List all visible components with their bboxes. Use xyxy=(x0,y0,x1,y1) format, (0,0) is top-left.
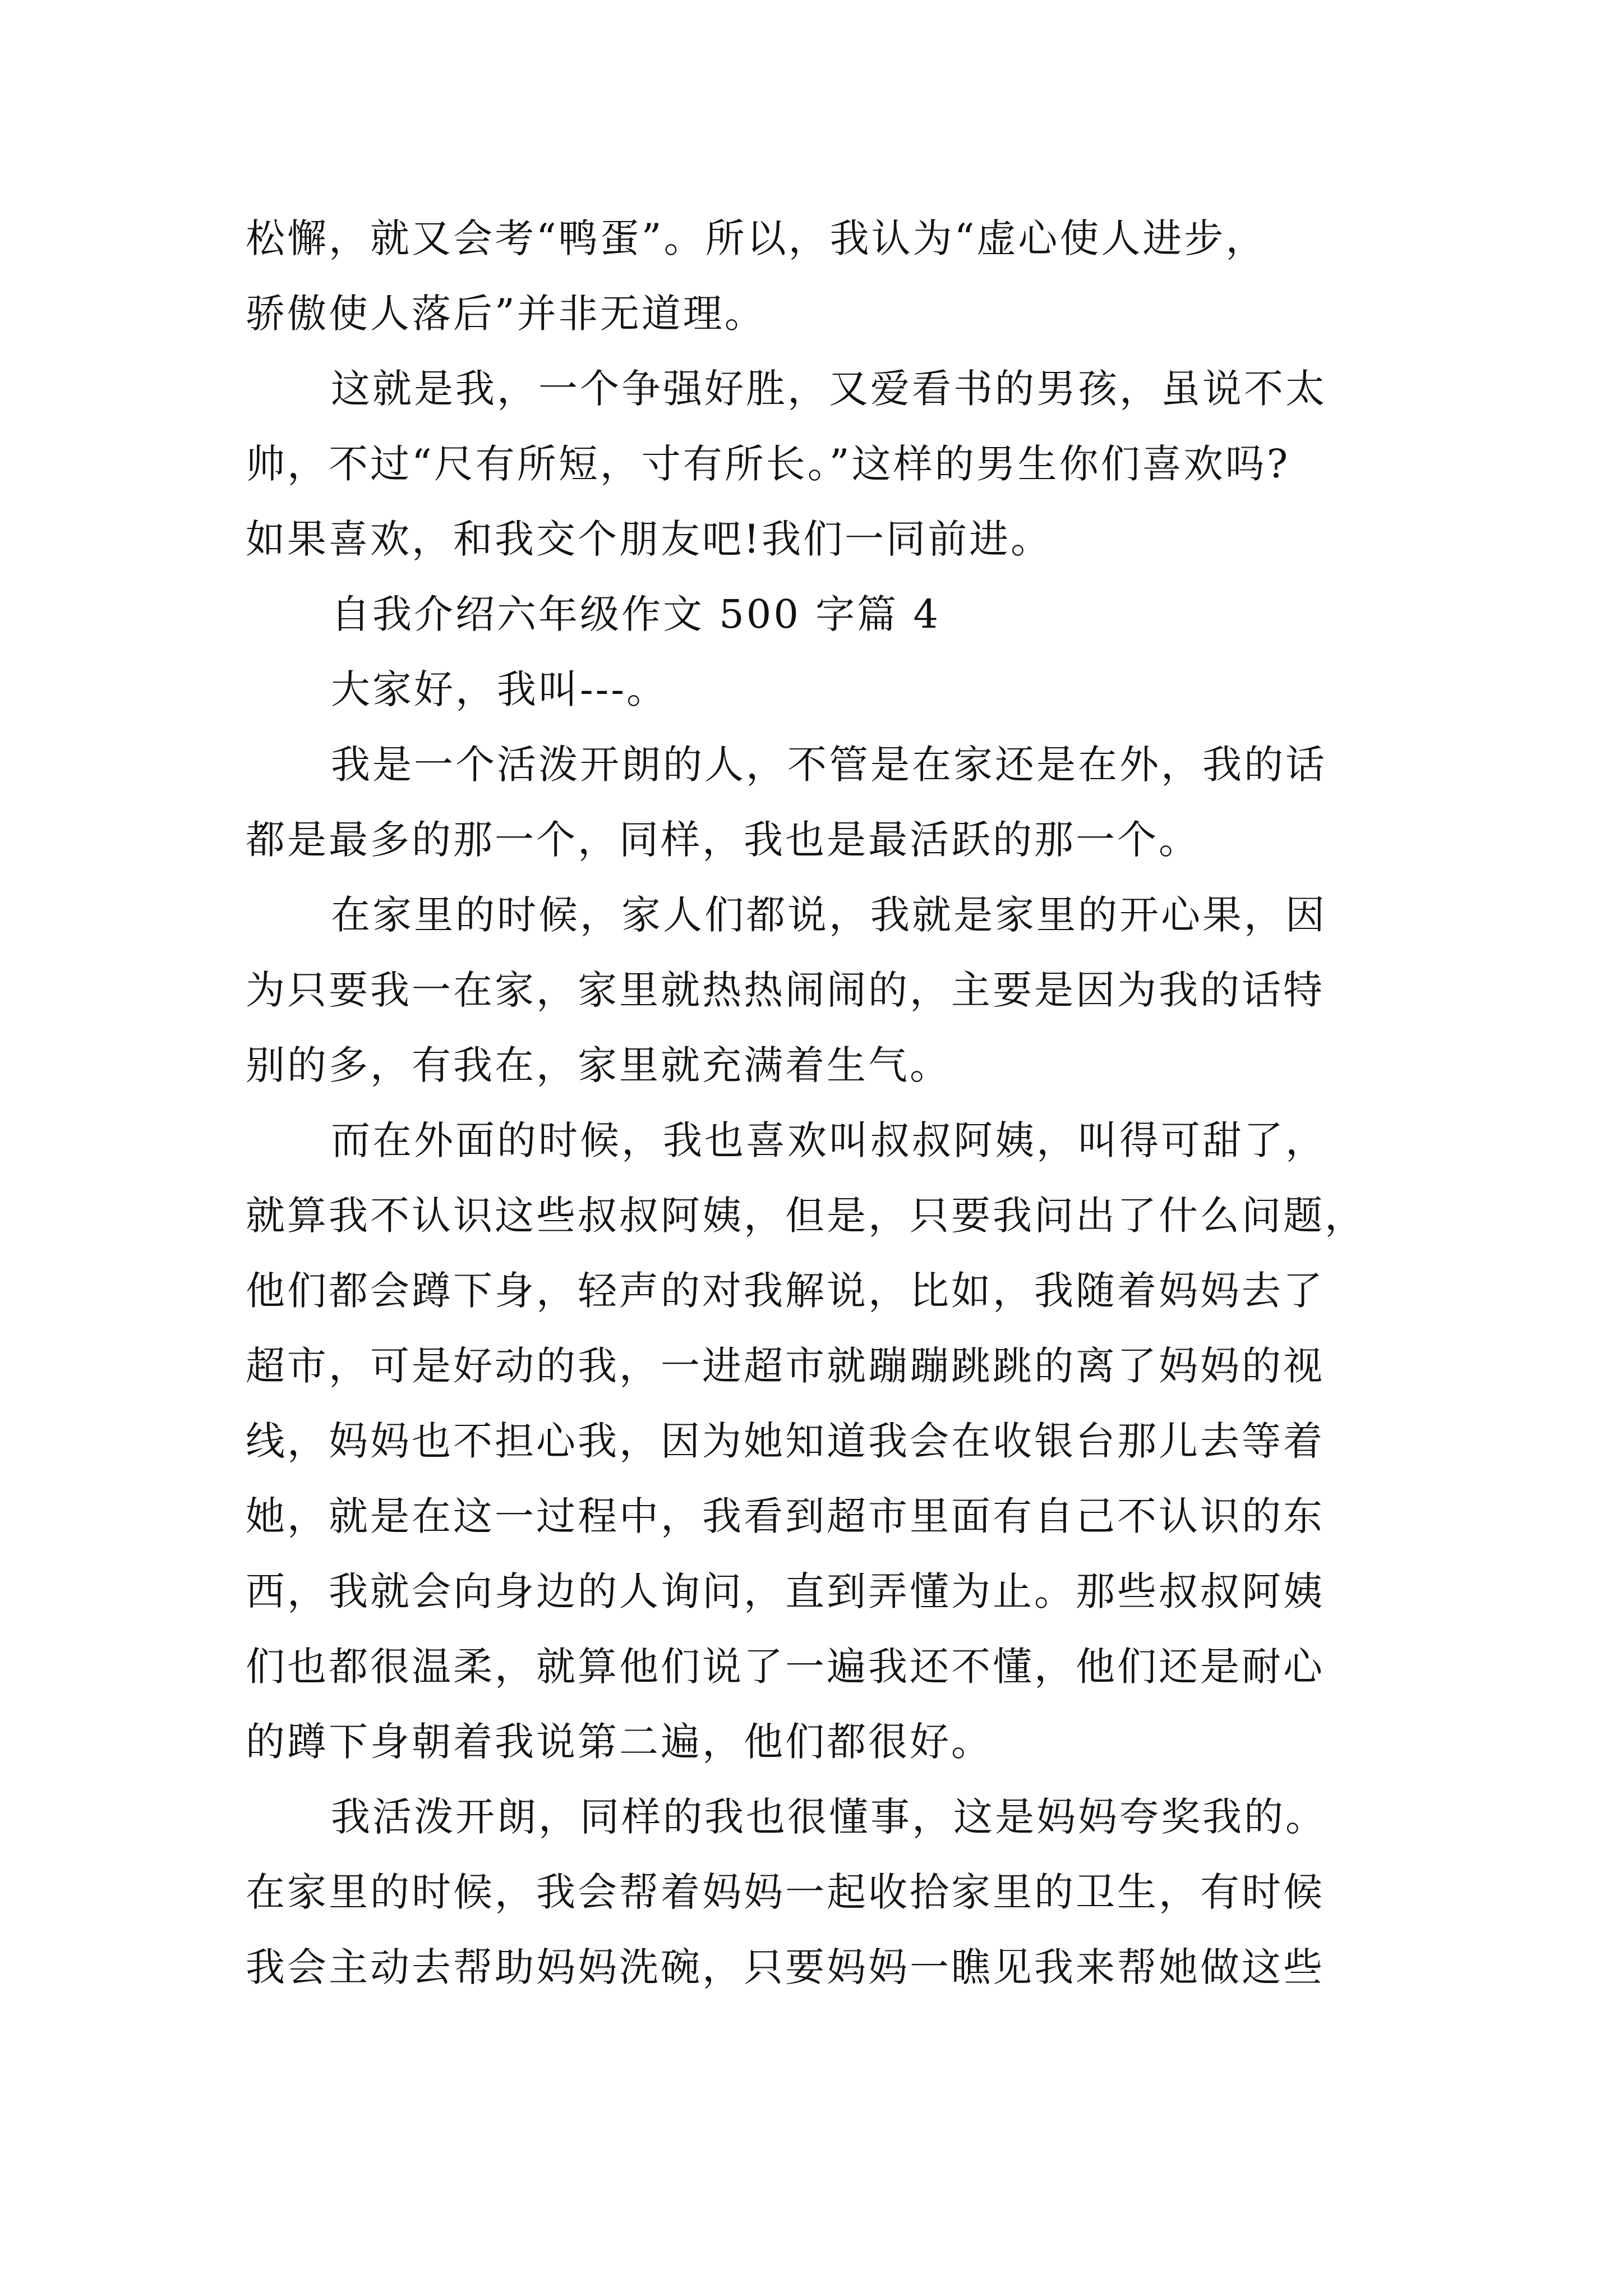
paragraph xyxy=(246,1779,1378,2005)
text-line: 我会主动去帮助妈妈洗碗，只要妈妈一瞧见我来帮她做这些 xyxy=(246,1944,1325,1990)
text-line: 松懈，就又会考“鸭蛋”。所以，我认为“虚心使人进步， xyxy=(246,215,1267,261)
paragraph xyxy=(246,351,1378,577)
text-line: 在家里的时候，我会帮着妈妈一起收拾家里的卫生，有时候 xyxy=(246,1869,1325,1915)
paragraph xyxy=(246,727,1378,877)
text-line: 为只要我一在家，家里就热热闹闹的，主要是因为我的话特 xyxy=(246,967,1325,1013)
section-heading xyxy=(246,577,1378,652)
text-line: 而在外面的时候，我也喜欢叫叔叔阿姨，叫得可甜了， xyxy=(331,1117,1327,1163)
heading-text: 自我介绍六年级作文 500 字篇 4 xyxy=(331,591,940,637)
paragraph xyxy=(246,201,1378,351)
body-text xyxy=(246,201,1378,2005)
text-line: 这就是我，一个争强好胜，又爱看书的男孩，虽说不太 xyxy=(331,366,1327,412)
text-line: 我是一个活泼开朗的人，不管是在家还是在外，我的话 xyxy=(331,742,1327,788)
text-line: 线，妈妈也不担心我，因为她知道我会在收银台那儿去等着 xyxy=(246,1418,1325,1464)
text-line: 她，就是在这一过程中，我看到超市里面有自己不认识的东 xyxy=(246,1493,1325,1539)
text-line: 的蹲下身朝着我说第二遍，他们都很好。 xyxy=(246,1719,993,1765)
paragraph xyxy=(246,652,1378,727)
text-line: 别的多，有我在，家里就充满着生气。 xyxy=(246,1042,951,1088)
text-line: 超市，可是好动的我，一进超市就蹦蹦跳跳的离了妈妈的视 xyxy=(246,1343,1325,1389)
text-line: 就算我不认识这些叔叔阿姨，但是，只要我问出了什么问题， xyxy=(246,1193,1366,1239)
text-line: 西，我就会向身边的人询问，直到弄懂为止。那些叔叔阿姨 xyxy=(246,1568,1325,1614)
text-line: 们也都很温柔，就算他们说了一遍我还不懂，他们还是耐心 xyxy=(246,1644,1325,1690)
paragraph xyxy=(246,1103,1378,1779)
text-line: 如果喜欢，和我交个朋友吧!我们一同前进。 xyxy=(246,516,1053,562)
text-line: 我活泼开朗，同样的我也很懂事，这是妈妈夸奖我的。 xyxy=(331,1794,1327,1840)
text-line: 骄傲使人落后”并非无道理。 xyxy=(246,291,766,337)
text-line: 大家好，我叫---。 xyxy=(331,666,668,712)
text-line: 在家里的时候，家人们都说，我就是家里的开心果，因 xyxy=(331,892,1327,938)
text-line: 他们都会蹲下身，轻声的对我解说，比如，我随着妈妈去了 xyxy=(246,1268,1325,1314)
text-line: 帅，不过“尺有所短，寸有所长。”这样的男生你们喜欢吗? xyxy=(246,441,1290,487)
paragraph xyxy=(246,877,1378,1103)
text-line: 都是最多的那一个，同样，我也是最活跃的那一个。 xyxy=(246,817,1200,863)
